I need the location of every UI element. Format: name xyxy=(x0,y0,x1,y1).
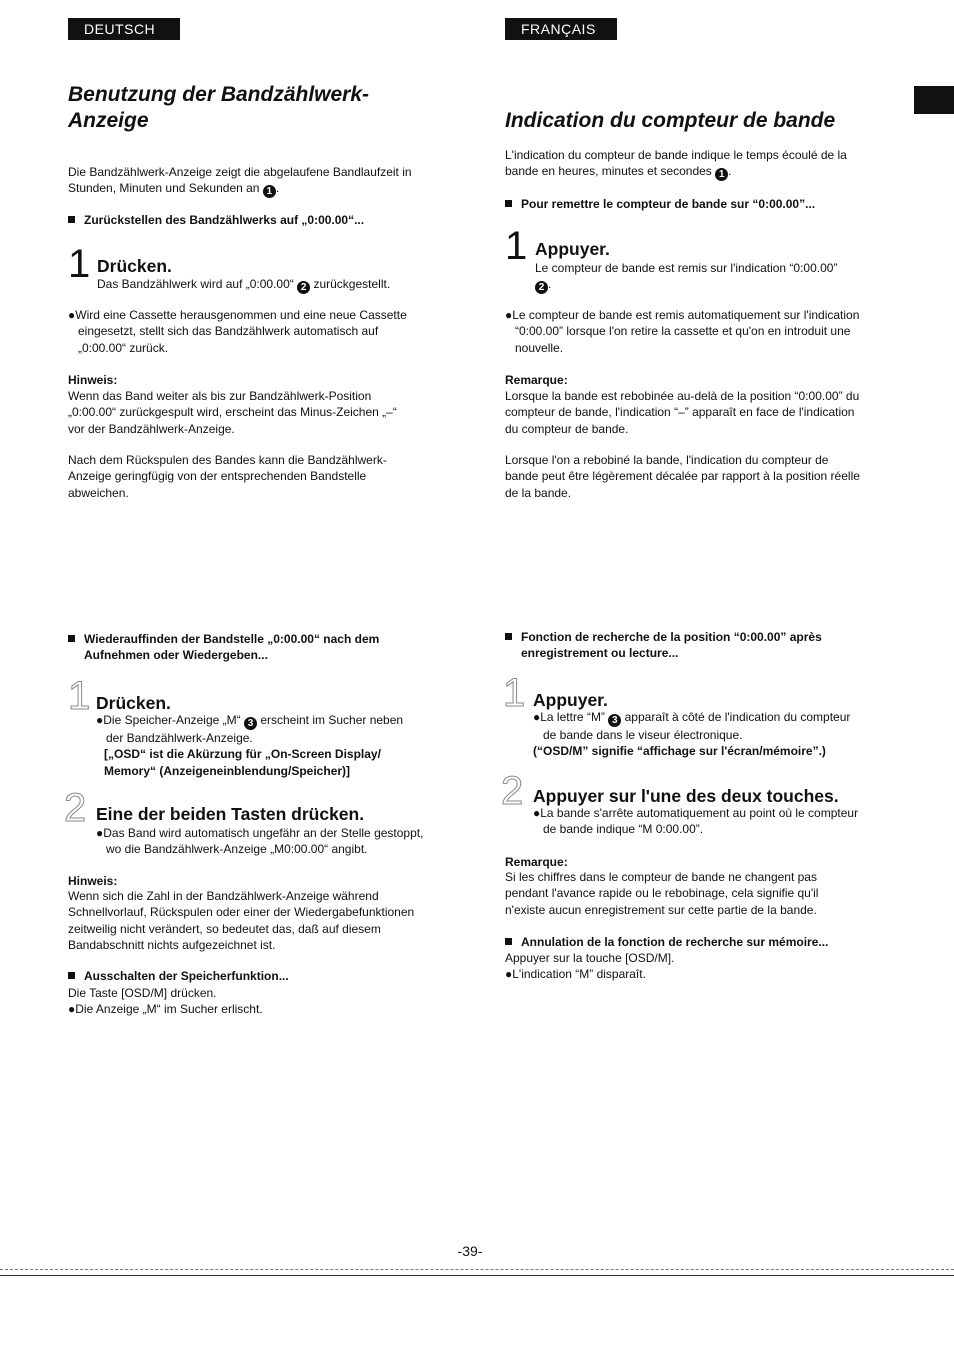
footer-divider-dashed xyxy=(0,1269,954,1270)
de-search-step-2-line-2: wo die Bandzählwerk-Anzeige „M0:00.00“ angibt. xyxy=(106,842,368,857)
de-note-heading: Hinweis: xyxy=(68,373,118,387)
fr-note-1-line-1: Lorsque la bande est rebobinée au-delà de la position “0:00.00” du xyxy=(505,389,860,403)
de-note-1-line-2: „0:00.00“ zurückgespult wird, erscheint das Minus-Zeichen „–“ xyxy=(68,405,397,420)
fr-off-heading xyxy=(505,934,925,950)
fr-search-step-1-line-2: de bande dans le viseur électronique. xyxy=(543,728,743,742)
de-note-3-line-2: Schnellvorlauf, Rückspulen oder einer der Wiedergabefunktionen xyxy=(68,905,415,920)
de-note-2 xyxy=(68,452,468,501)
fr-search-step-1-line-1a: ●La lettre “M” xyxy=(533,710,605,724)
fr-search-step-1-number: 1 xyxy=(503,671,526,715)
de-intro xyxy=(68,164,468,198)
number-1-circle-icon: 1 xyxy=(263,185,276,198)
de-bullet-line-2: eingesetzt, stellt sich das Bandzählwerk automatisch auf xyxy=(78,324,379,339)
de-step-1-title: Drücken. xyxy=(97,256,172,276)
fr-search-heading xyxy=(505,629,925,662)
fr-step-1-line-2: 2 . xyxy=(535,276,915,294)
de-note-3-heading: Hinweis: xyxy=(68,874,118,888)
fr-note-1-line-3: du compteur de bande. xyxy=(505,421,629,436)
fr-search-step-1-line-3: (“OSD/M” signifie “affichage sur l'écran/mémoire”.) xyxy=(533,744,826,759)
fr-search-heading-line-2: enregistrement ou lecture... xyxy=(521,646,679,661)
de-note-3-line-4: Bandabschnitt nichts aufgezeichnet ist. xyxy=(68,937,276,952)
fr-reset-heading-text: Pour remettre le compteur de bande sur “0:00.00”... xyxy=(521,197,816,211)
de-step-1-number: 1 xyxy=(68,242,91,286)
number-1-circle-icon: 1 xyxy=(715,168,728,181)
de-intro-line-1: Die Bandzählwerk-Anzeige zeigt die abgelaufene Bandlaufzeit in xyxy=(68,165,412,179)
fr-note-3-line-2: pendant l'avance rapide ou le rebobinage, cela signifie qu'il xyxy=(505,886,819,901)
fr-step-1-text xyxy=(535,260,915,294)
fr-search-step-1-text xyxy=(533,709,913,760)
square-bullet-icon xyxy=(68,216,75,223)
de-search-step-2-text xyxy=(96,825,456,858)
number-3-circle-icon: 3 xyxy=(608,714,621,727)
fr-note-2-line-3: de la bande. xyxy=(505,485,572,500)
fr-search-step-2-title: Appuyer sur l'une des deux touches. xyxy=(533,786,839,806)
de-search-heading-line-2: Aufnehmen oder Wiedergeben... xyxy=(84,648,268,663)
de-step-1-text-end: zurückgestellt. xyxy=(313,277,391,291)
language-tab-francais xyxy=(505,18,617,40)
fr-search-step-2-number: 2 xyxy=(501,769,524,813)
de-search-step-1-line-2: der Bandzählwerk-Anzeige. xyxy=(106,731,253,745)
de-note-3-line-3: zeitweilig nicht verändert, so bedeutet das, daß auf diesem xyxy=(68,921,381,936)
de-title-line-2: Anzeige xyxy=(68,109,149,132)
fr-step-1-line-1: Le compteur de bande est remis sur l'indication “0:00.00” xyxy=(535,261,838,275)
fr-reset-heading xyxy=(505,196,925,212)
fr-intro xyxy=(505,147,905,181)
fr-search-step-1-line-1 xyxy=(533,709,913,727)
de-search-step-1-line-1 xyxy=(96,712,456,730)
number-2-circle-icon: 2 xyxy=(297,281,310,294)
fr-note-1-line-2: compteur de bande, l'indication “–” apparaît en face de l'indication xyxy=(505,405,855,420)
square-bullet-icon xyxy=(505,938,512,945)
fr-intro-line-2: bande en heures, minutes et secondes 1 . xyxy=(505,164,732,181)
language-tab-deutsch xyxy=(68,18,180,40)
de-off-heading-text: Ausschalten der Speicherfunktion... xyxy=(84,969,289,983)
fr-note-heading: Remarque: xyxy=(505,373,568,387)
fr-search-step-2-line-2: de bande indique “M 0:00.00”. xyxy=(543,822,704,837)
fr-off-line-2: ●L'indication “M” disparaît. xyxy=(505,967,646,982)
de-search-step-1-line-3: [„OSD“ ist die Akürzung für „On-Screen Display/ xyxy=(104,747,381,762)
de-search-step-1-text xyxy=(96,712,456,779)
square-bullet-icon xyxy=(68,635,75,642)
fr-intro-line-2-text: bande en heures, minutes et secondes xyxy=(505,164,712,179)
de-note-1 xyxy=(68,388,468,437)
de-bullet-line-3: „0:00.00“ zurück. xyxy=(78,340,169,355)
fr-off-line-1: Appuyer sur la touche [OSD/M]. xyxy=(505,951,675,965)
language-tab-francais-label: FRANÇAIS xyxy=(521,21,596,37)
language-tab-deutsch-label: DEUTSCH xyxy=(84,21,156,37)
fr-off-text xyxy=(505,950,925,983)
de-off-line-2: ●Die Anzeige „M“ im Sucher erlischt. xyxy=(68,1002,263,1017)
fr-search-step-2-text xyxy=(533,805,913,838)
de-off-text xyxy=(68,985,468,1018)
number-3-circle-icon: 3 xyxy=(244,717,257,730)
fr-note-3 xyxy=(505,869,925,918)
fr-page-title: Indication du compteur de bande xyxy=(505,109,836,132)
fr-note-3-line-1: Si les chiffres dans le compteur de bande ne changent pas xyxy=(505,870,817,884)
square-bullet-icon xyxy=(68,972,75,979)
fr-bullet-line-2: “0:00.00” lorsque l'on retire la cassette et qu'on en introduit une xyxy=(515,324,851,339)
fr-note-3-heading: Remarque: xyxy=(505,855,568,869)
fr-off-heading-text: Annulation de la fonction de recherche sur mémoire... xyxy=(521,935,829,949)
de-note-3-line-1: Wenn sich die Zahl in der Bandzählwerk-Anzeige während xyxy=(68,889,379,903)
de-search-heading-line-1 xyxy=(68,631,468,647)
de-intro-line-2: Stunden, Minuten und Sekunden an 1 . xyxy=(68,181,280,198)
de-note-3 xyxy=(68,888,468,953)
fr-note-2-line-2: bande peut être légèrement décalée par rapport à la position réelle xyxy=(505,469,860,484)
fr-bullet-cassette xyxy=(505,307,925,356)
de-search-step-1-line-1b: erscheint im Sucher neben xyxy=(260,713,404,727)
de-note-2-line-1: Nach dem Rückspulen des Bandes kann die Bandzählwerk- xyxy=(68,453,387,467)
number-2-circle-icon: 2 xyxy=(535,281,548,294)
fr-search-step-1-line-1b: apparaît à côté de l'indication du compteur xyxy=(624,710,851,724)
de-search-step-1-title: Drücken. xyxy=(96,693,171,713)
de-reset-heading-text: Zurückstellen des Bandzählwerks auf „0:00.00“... xyxy=(84,213,365,227)
de-step-1-text-main: Das Bandzählwerk wird auf „0:00.00“ xyxy=(97,277,294,291)
de-note-2-line-2: Anzeige geringfügig von der entsprechenden Bandstelle xyxy=(68,469,367,484)
de-page-title xyxy=(68,82,468,134)
de-off-heading xyxy=(68,968,468,984)
fr-step-1-title: Appuyer. xyxy=(535,239,610,259)
de-intro-line-2-text: Stunden, Minuten und Sekunden an xyxy=(68,181,260,196)
de-search-step-1-number: 1 xyxy=(68,674,91,718)
footer-divider xyxy=(0,1275,954,1276)
fr-note-2-line-1: Lorsque l'on a rebobiné la bande, l'indication du compteur de xyxy=(505,453,829,467)
fr-note-1 xyxy=(505,388,925,437)
de-note-1-line-1: Wenn das Band weiter als bis zur Bandzählwerk-Position xyxy=(68,389,372,403)
fr-note-2 xyxy=(505,452,925,501)
de-search-step-2-number: 2 xyxy=(64,786,87,830)
fr-bullet-line-1: ●Le compteur de bande est remis automatiquement sur l'indication xyxy=(505,308,860,322)
de-bullet-line-1: ●Wird eine Cassette herausgenommen und eine neue Cassette xyxy=(68,308,407,322)
fr-search-step-1-title: Appuyer. xyxy=(533,690,608,710)
page-number: -39- xyxy=(457,1243,483,1259)
fr-search-heading-line-1-text: Fonction de recherche de la position “0:00.00” après xyxy=(521,630,822,644)
de-bullet-cassette xyxy=(68,307,468,356)
fr-search-heading-line-1 xyxy=(505,629,925,645)
de-search-step-1-line-4: Memory“ (Anzeigeneinblendung/Speicher)] xyxy=(104,763,351,778)
de-step-1-text xyxy=(97,276,477,294)
square-bullet-icon xyxy=(505,633,512,640)
de-note-1-line-3: vor der Bandzählwerk-Anzeige. xyxy=(68,421,235,436)
fr-intro-line-1: L'indication du compteur de bande indique le temps écoulé de la xyxy=(505,148,847,162)
de-title-line-1: Benutzung der Bandzählwerk- xyxy=(68,83,370,106)
de-search-heading xyxy=(68,631,468,664)
de-search-heading-line-1-text: Wiederauffinden der Bandstelle „0:00.00“ nach dem xyxy=(84,632,380,646)
de-search-step-2-line-1: ●Das Band wird automatisch ungefähr an der Stelle gestoppt, xyxy=(96,826,424,840)
fr-note-3-line-3: n'existe aucun enregistrement sur cette partie de la bande. xyxy=(505,902,817,917)
fr-bullet-line-3: nouvelle. xyxy=(515,340,564,355)
de-reset-heading xyxy=(68,212,468,228)
de-note-2-line-3: abweichen. xyxy=(68,485,129,500)
de-off-line-1: Die Taste [OSD/M] drücken. xyxy=(68,986,217,1000)
de-search-step-1-line-1a: ●Die Speicher-Anzeige „M“ xyxy=(96,713,241,727)
de-search-step-2-title: Eine der beiden Tasten drücken. xyxy=(96,804,365,824)
fr-search-step-2-line-1: ●La bande s'arrête automatiquement au point où le compteur xyxy=(533,806,859,820)
fr-step-1-number: 1 xyxy=(505,224,528,268)
square-bullet-icon xyxy=(505,200,512,207)
